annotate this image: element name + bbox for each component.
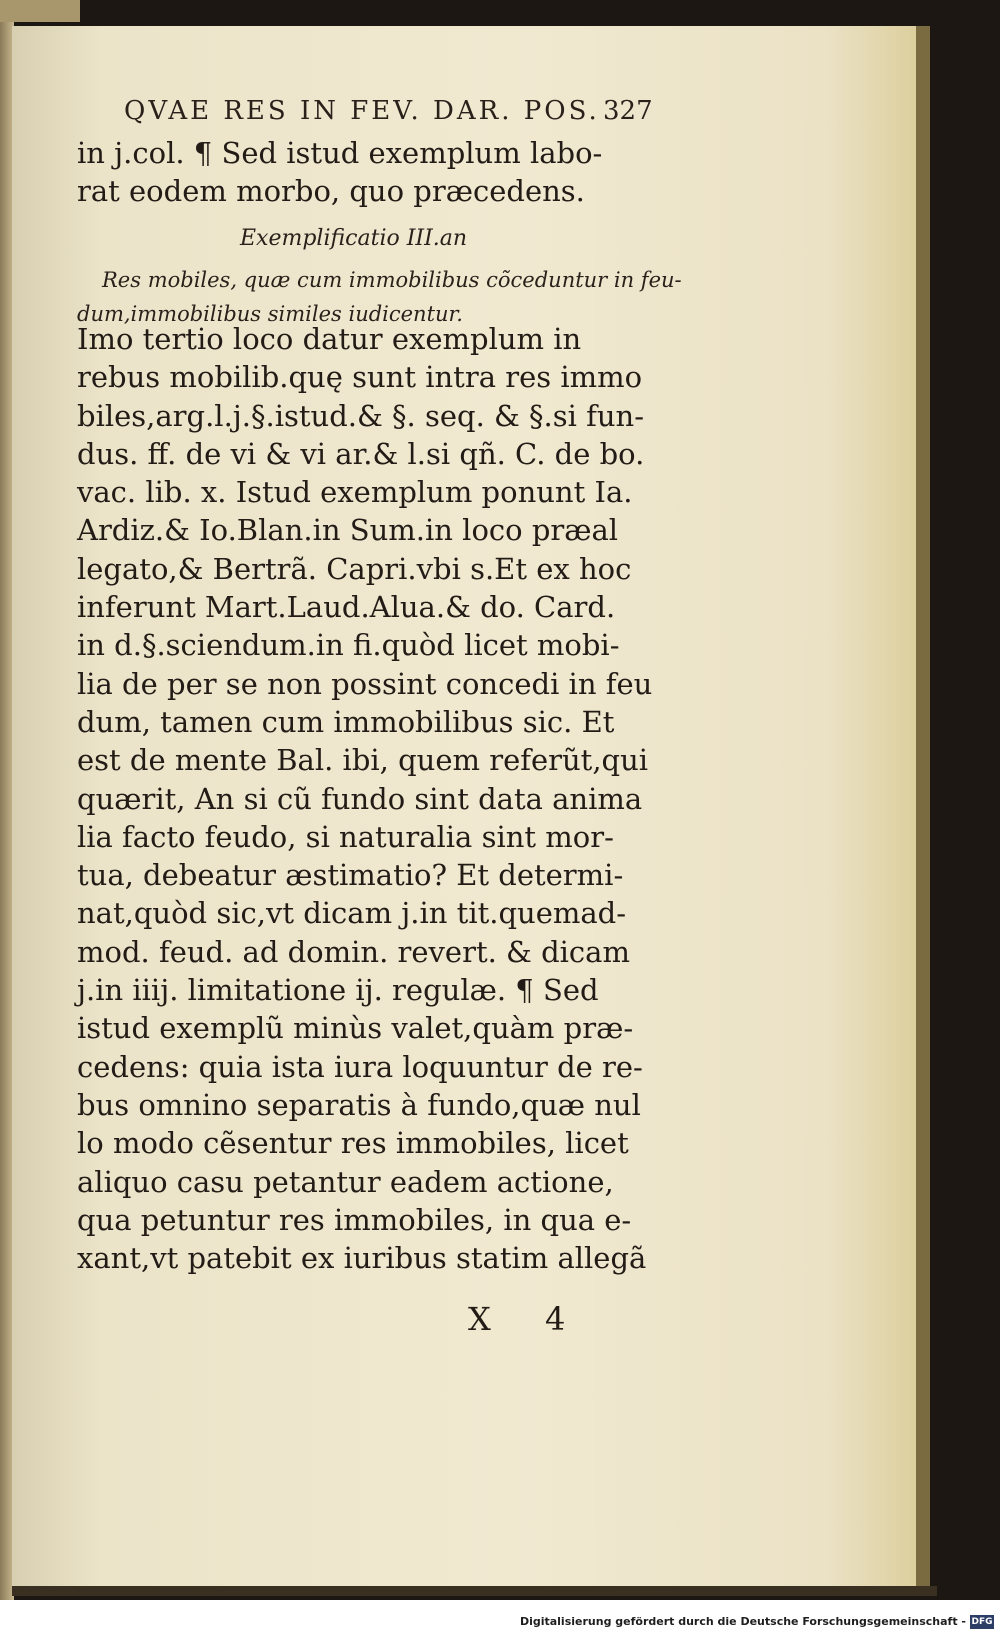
text-line: quærit, An si cũ fundo sint data anima	[77, 781, 643, 816]
text-line: nat,quòd sic,vt dicam j.in tit.quemad-	[77, 896, 627, 931]
text-line: vac. lib. x. Istud exemplum ponunt Ia.	[77, 475, 633, 510]
credit-text: Digitalisierung gefördert durch die Deutsche Forschungsgemeinschaft -	[519, 1615, 966, 1628]
text-line: j.in iiij. limitatione ij. regulæ. ¶ Sed	[77, 973, 599, 1008]
text-line: qua petuntur res immobiles, in qua e-	[77, 1202, 632, 1237]
section-heading: Exemplificatio III.an	[240, 226, 468, 251]
text-line: biles,arg.l.j.§.istud.& §. seq. & §.si fun-	[77, 398, 645, 433]
text-line: legato,& Bertrã. Capri.vbi s.Et ex hoc	[77, 551, 632, 586]
text-line: in d.§.sciendum.in fi.quòd licet mobi-	[77, 628, 620, 663]
text-line: dum, tamen cum immobilibus sic. Et	[77, 704, 615, 739]
text-line: bus omnino separatis à fundo,quæ nul	[77, 1087, 641, 1122]
summary-line: dum,immobilibus similes iudicentur.	[77, 302, 463, 326]
text-line: lo modo cẽsentur res immobiles, licet	[77, 1126, 629, 1161]
text-line: in j.col. ¶ Sed istud exemplum labo-	[77, 136, 603, 170]
folio-number: 327	[603, 96, 653, 126]
text-block-body	[77, 320, 653, 1277]
book-edge-top	[0, 0, 80, 22]
text-line: lia facto feudo, si naturalia sint mor-	[77, 819, 614, 854]
dfg-logo: DFG	[971, 1617, 993, 1627]
running-head: QVAE RES IN FEV. DAR. POS.	[124, 96, 600, 126]
text-line: aliquo casu petantur eadem actione,	[77, 1164, 614, 1199]
text-line: istud exemplũ minùs valet,quàm præ-	[77, 1011, 634, 1046]
summary-line: Res mobiles, quæ cum immobilibus cõceduntur in feu-	[102, 268, 682, 292]
signature-mark: X 4	[468, 1300, 588, 1338]
credit-bar	[0, 1600, 1000, 1634]
text-line: xant,vt patebit ex iuribus statim allegã	[77, 1241, 647, 1276]
text-line: tua, debeatur æstimatio? Et determi-	[77, 858, 624, 893]
text-line: Imo tertio loco datur exemplum in	[77, 322, 582, 356]
text-line: cedens: quia ista iura loquuntur de re-	[77, 1049, 643, 1084]
text-line: lia de per se non possint concedi in feu	[77, 666, 653, 701]
text-line: rebus mobilib.quę sunt intra res immo	[77, 360, 643, 395]
text-line: inferunt Mart.Laud.Alua.& do. Card.	[77, 590, 616, 625]
page-shadow	[12, 1586, 937, 1596]
text-line: est de mente Bal. ibi, quem referũt,qui	[77, 743, 649, 778]
text-line: rat eodem morbo, quo præcedens.	[77, 174, 585, 209]
text-line: Ardiz.& Io.Blan.in Sum.in loco præal	[77, 513, 619, 548]
text-block-top	[77, 134, 647, 211]
text-line: dus. ff. de vi & vi ar.& l.si qñ. C. de bo.	[77, 436, 645, 471]
text-line: mod. feud. ad domin. revert. & dicam	[77, 934, 630, 969]
